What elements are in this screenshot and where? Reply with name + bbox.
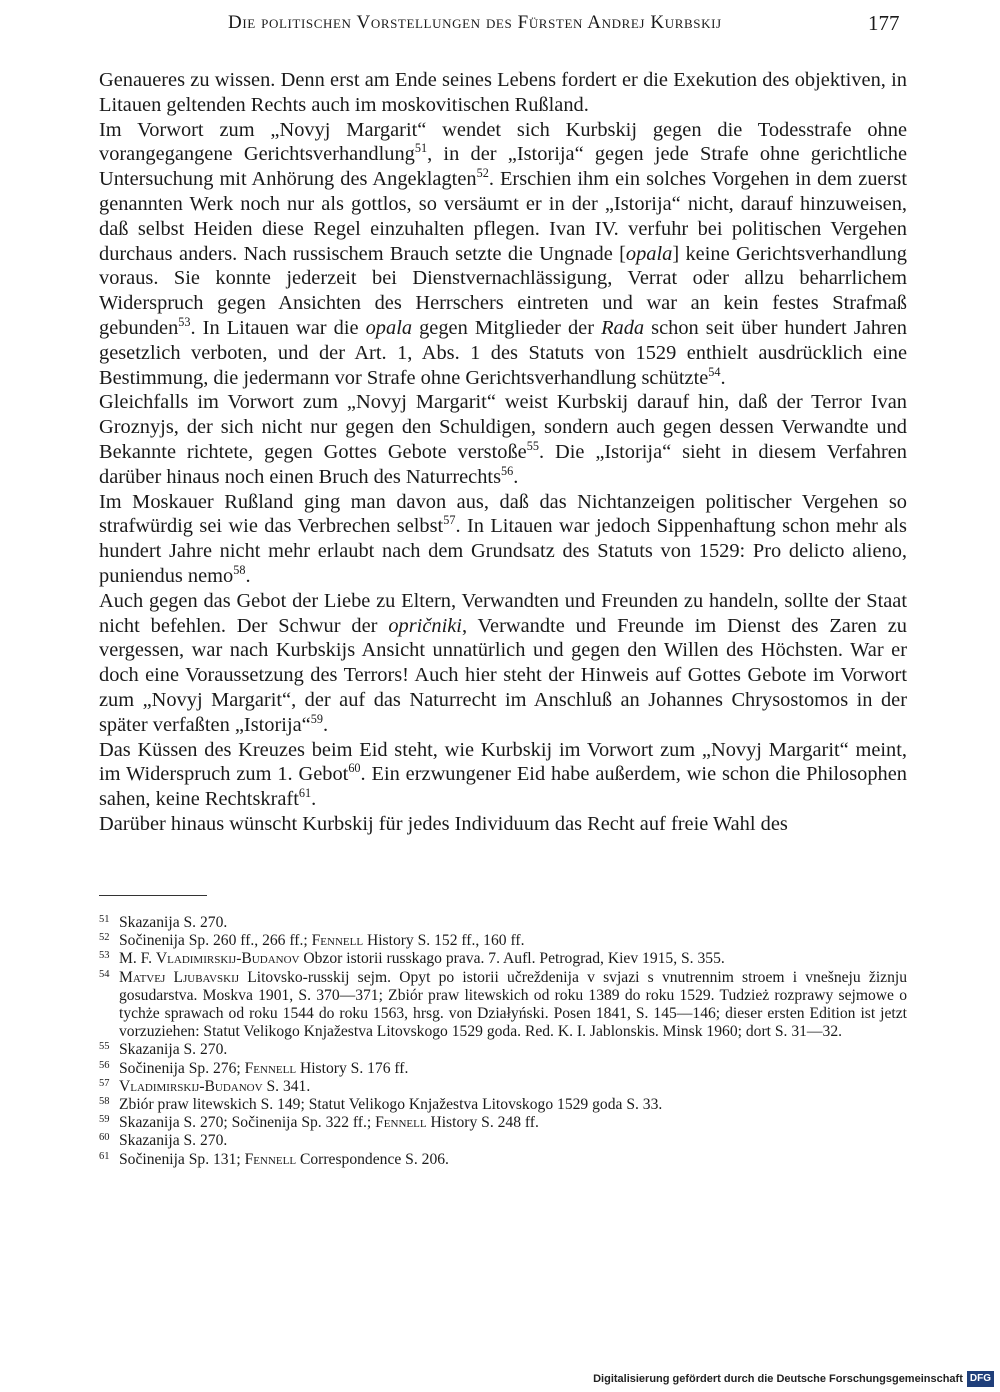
text-run: .: [322, 713, 329, 736]
text-run: Gleichfalls im Vorwort zum „Novyj Margarit“ weist Kurbskij darauf hin, daß der Terror Ivan Groznyjs, der sich nicht nur gegen den Schuldigen, sondern auch gegen dessen Verwandte und Bekannte richtete, gegen Gottes Gebote verstoße: [99, 391, 907, 463]
paragraph: [99, 118, 907, 391]
text-run: , Verwandte und Freunde im Dienst des Zaren zu vergessen, war nach Kurbskijs Ansicht unnatürlich und gegen den Willen des Höchsten. War er doch eine Voraussetzung des Terrors! Auch hier steht der Hinweis auf Gottes Gebote im Vorwort zum „Novyj Margarit“, der auf das Naturrecht im Anschluß an Johannes Chrysostomos in der später verfaßten „Istorija“: [99, 614, 907, 736]
text-run: .: [513, 465, 519, 488]
footnote-text: [119, 932, 524, 949]
footnote-number: 53: [99, 950, 110, 962]
text-run: Im Vorwort zum „Novyj Margarit“ wendet sich Kurbskij gegen die Todesstrafe ohne vorangegangene Gerichtsverhandlung: [99, 118, 907, 166]
italic-term: opala: [625, 242, 673, 265]
text-run: Skazanija S. 270; Sočinenija Sp. 322 ff.;: [119, 1114, 376, 1132]
footnote-number: 57: [99, 1077, 110, 1089]
footnote: [99, 1114, 907, 1132]
text-run: Obzor istorii russkago prava. 7. Aufl. Petrograd, Kiev 1915, S. 355.: [299, 950, 725, 968]
footnote-ref: 56: [501, 463, 514, 478]
text-run: History S. 248 ff.: [426, 1114, 539, 1132]
footnote: [99, 969, 907, 1042]
text-run: Das Küssen des Kreuzes beim Eid steht, wie Kurbskij im Vorwort zum „Novyj Margarit“ meint, im Widerspruch zum 1. Gebot: [99, 738, 907, 786]
text-run: ] keine Gerichtsverhandlung voraus. Sie konnte jederzeit bei Dienstvernachlässigung, Verrat oder allzu beharrlichem Widerspruch gegen Ansichten des Herrschers eintreten und war an kein festes Strafmaß gebunden: [99, 242, 907, 339]
footnote-number: 52: [99, 932, 110, 944]
footnote-number: 59: [99, 1114, 110, 1126]
text-run: Genaueres zu wissen. Denn erst am Ende seines Lebens fordert er die Exekution des objektiven, in Litauen geltenden Rechts auch im moskovitischen Rußland.: [99, 69, 907, 116]
text-run: History S. 176 ff.: [296, 1059, 409, 1077]
text-run: Sočinenija Sp. 131;: [119, 1150, 245, 1168]
footnote-number: 55: [99, 1041, 110, 1053]
text-run: .: [311, 788, 317, 811]
footnote-number: 58: [99, 1096, 110, 1108]
footnote-ref: 52: [476, 166, 489, 181]
footnote: [99, 932, 907, 950]
paragraph: [99, 812, 907, 837]
author-name: Matvej Ljubavskij: [119, 968, 240, 986]
paragraph: [99, 490, 907, 589]
author-name: Fennell: [311, 932, 364, 950]
footnote: [99, 1078, 907, 1096]
text-run: . Ein erzwungener Eid habe außerdem, wie schon die Philosophen sahen, keine Rechtskraft: [99, 763, 907, 811]
text-run: Correspondence S. 206.: [296, 1150, 449, 1168]
footnote-text: [119, 1151, 449, 1168]
text-run: . In Litauen war jedoch Sippenhaftung schon mehr als hundert Jahre nicht mehr erlaubt nach dem Grundsatz des Statuts von 1529: Pro delicto alieno, puniendus nemo: [99, 515, 907, 587]
footnote-ref: 59: [310, 711, 323, 726]
page-number: 177: [868, 11, 900, 35]
footnote-number: 56: [99, 1059, 110, 1071]
footnote-text: [119, 1096, 662, 1113]
paragraph: [99, 738, 907, 812]
author-name: Vladimirskij-Budanov: [119, 1077, 263, 1095]
text-run: History S. 152 ff., 160 ff.: [363, 932, 525, 950]
text-run: . In Litauen war die: [190, 316, 366, 339]
author-name: Vladimirskij-Budanov: [155, 950, 300, 968]
text-run: Skazanija S. 270.: [119, 1041, 228, 1059]
text-run: Sočinenija Sp. 276;: [119, 1059, 245, 1077]
italic-term: opala: [365, 316, 413, 339]
footnote-text: [119, 914, 227, 931]
footnote-text: [119, 1078, 310, 1095]
footnote-ref: 57: [443, 513, 456, 528]
footnote-ref: 60: [348, 761, 361, 776]
author-name: Fennell: [244, 1150, 297, 1168]
footnote-ref: 61: [298, 786, 312, 801]
footnote-number: 51: [99, 914, 110, 925]
italic-term: opričniki: [388, 614, 462, 637]
footnote: [99, 950, 907, 968]
funding-banner: [593, 1370, 994, 1388]
running-title: Die politischen Vorstellungen des Fürsten Andrej Kurbskij: [228, 12, 722, 33]
footnote-ref: 51: [414, 141, 428, 156]
text-run: S. 341.: [262, 1077, 311, 1095]
text-run: schon seit über hundert Jahren gesetzlich verboten, und der Art. 1, Abs. 1 des Statuts von 1529 enthielt ausdrücklich eine Bestimmung, die jedermann vor Strafe ohne Gerichtsverhandlung schützte: [99, 316, 907, 389]
text-run: , in der „Istorija“ gegen jede Strafe ohne gerichtliche Untersuchung mit Anhörung des Angeklagten: [99, 143, 908, 191]
paragraph: [99, 589, 907, 738]
paragraph: [99, 390, 907, 489]
text-run: Litovsko-russkij sejm. Opyt po istorii učreždenija v svjazi s vnutrennim stroem i vnešneju žiznju gosudarstva. Moskva 1901, S. 370—371; Zbiór praw litewskich od roku 1389 do roku 1529. Tudzież rozprawy sejmowe o tychże sprawach od roku 1544 do roku 1563, hrsg. von Działyński. Posen 1841, S. 145—146; dieser ersten Edition ist jetzt vorzuziehen: Statut Velikogo Knjažestva Litovskogo 1529 goda. Red. K. I. Jablonskis. Minsk 1960; dort S. 31—32.: [119, 968, 907, 1041]
footnote: [99, 1096, 907, 1114]
footnote-ref: 58: [233, 563, 246, 578]
footnote-text: [119, 1132, 227, 1149]
body-text: [99, 68, 907, 837]
text-run: . Erschien ihm ein solches Vorgehen in dem zuerst genannten Werk noch nur als gottlos, so versäumt er in der „Istorija“ nicht, darauf hinzuweisen, daß selbst Heiden diese Regel einzuhalten pflegen. Ivan IV. verfuhr bei politischen Vergehen durchaus anders. Nach russischem Brauch setzte die Ungnade [: [99, 168, 907, 265]
text-run: Sočinenija Sp. 260 ff., 266 ff.;: [119, 932, 312, 950]
footnote: [99, 1132, 907, 1150]
text-run: Skazanija S. 270.: [119, 1132, 228, 1150]
text-run: M. F.: [119, 950, 156, 968]
footnote-text: [119, 969, 907, 1041]
italic-term: Rada: [601, 316, 645, 339]
text-run: .: [720, 366, 726, 389]
footnote-ref: 53: [178, 315, 191, 330]
text-run: Skazanija S. 270.: [119, 914, 228, 931]
footnote-text: [119, 1060, 408, 1077]
footnote: [99, 914, 907, 932]
footnote-text: [119, 1114, 539, 1131]
author-name: Fennell: [244, 1059, 297, 1077]
footnote: [99, 1041, 907, 1059]
funding-text: Digitalisierung gefördert durch die Deutsche Forschungsgemeinschaft: [593, 1373, 963, 1385]
text-run: .: [245, 564, 251, 587]
text-run: gegen Mitglieder der: [412, 316, 602, 339]
text-run: Zbiór praw litewskich S. 149; Statut Velikogo Knjažestva Litovskogo 1529 goda S. 33.: [119, 1096, 663, 1114]
footnote-ref: 55: [526, 439, 539, 454]
text-run: . Die „Istorija“ sieht in diesem Verfahren darüber hinaus noch einen Bruch des Naturrechts: [99, 440, 907, 488]
footnote-number: 61: [99, 1150, 110, 1162]
footnote-number: 60: [99, 1132, 110, 1144]
dfg-logo: DFG: [967, 1371, 994, 1387]
author-name: Fennell: [375, 1114, 427, 1132]
footnote-number: 54: [99, 968, 110, 980]
footnote-text: [119, 1041, 227, 1058]
footnote-text: [119, 950, 725, 967]
footnote-ref: 54: [708, 364, 721, 379]
text-run: Darüber hinaus wünscht Kurbskij für jedes Individuum das Recht auf freie Wahl des: [99, 812, 788, 835]
page-header: [0, 12, 1000, 42]
text-run: Auch gegen das Gebot der Liebe zu Eltern, Verwandten und Freunden zu handeln, sollte der Staat nicht befehlen. Der Schwur der: [99, 589, 907, 637]
footnote: [99, 1151, 907, 1169]
footnotes: [99, 914, 907, 1169]
footnote: [99, 1060, 907, 1078]
text-run: Im Moskauer Rußland ging man davon aus, daß das Nichtanzeigen politischer Vergehen so strafwürdig sei wie das Verbrechen selbst: [99, 490, 907, 538]
footnote-rule: [99, 895, 207, 896]
paragraph: [99, 68, 907, 118]
